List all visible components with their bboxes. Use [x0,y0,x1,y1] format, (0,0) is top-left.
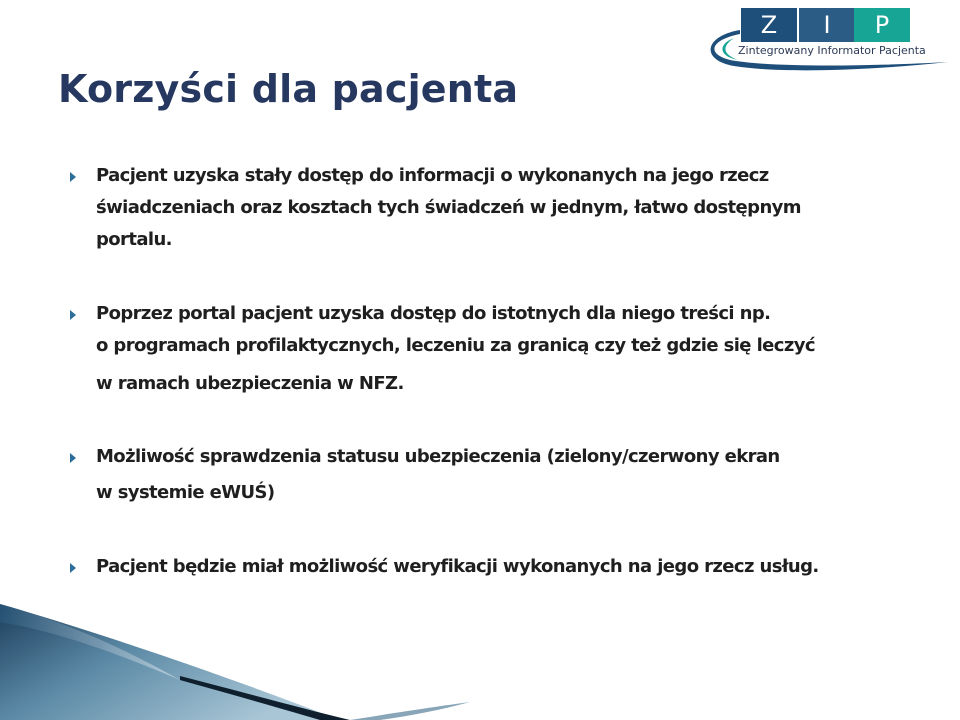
bullet-text-line: Poprzez portal pacjent uzyska dostęp do istotnych dla niego treści np. [96,303,771,324]
bullet-arrow-icon [70,310,76,320]
slide-title: Korzyści dla pacjenta [58,67,519,111]
bullet-text-line: Pacjent uzyska stały dostęp do informacji o wykonanych na jego rzecz [96,165,769,186]
bullet-text-line: w ramach ubezpieczenia w NFZ. [96,373,404,394]
logo-letter-i: I [799,8,855,42]
logo-letter-z: Z [741,8,797,42]
bullet-text-line: Pacjent będzie miał możliwość weryfikacji wykonanych na jego rzecz usług. [96,556,819,577]
logo-tagline: Zintegrowany Informator Pacjenta [738,44,926,57]
decorative-wave [0,590,960,720]
bullet-arrow-icon [70,172,76,182]
bullet-text-line: portalu. [96,229,172,250]
logo-letter-p: P [854,8,910,42]
bullet-arrow-icon [70,453,76,463]
bullet-arrow-icon [70,563,76,573]
bullet-text-line: w systemie eWUŚ) [96,482,275,503]
bullet-text-line: o programach profilaktycznych, leczeniu za granicą czy też gdzie się leczyć [96,335,815,356]
bullet-text-line: Możliwość sprawdzenia statusu ubezpieczenia (zielony/czerwony ekran [96,446,780,467]
bullet-text-line: świadczeniach oraz kosztach tych świadczeń w jednym, łatwo dostępnym [96,197,801,218]
